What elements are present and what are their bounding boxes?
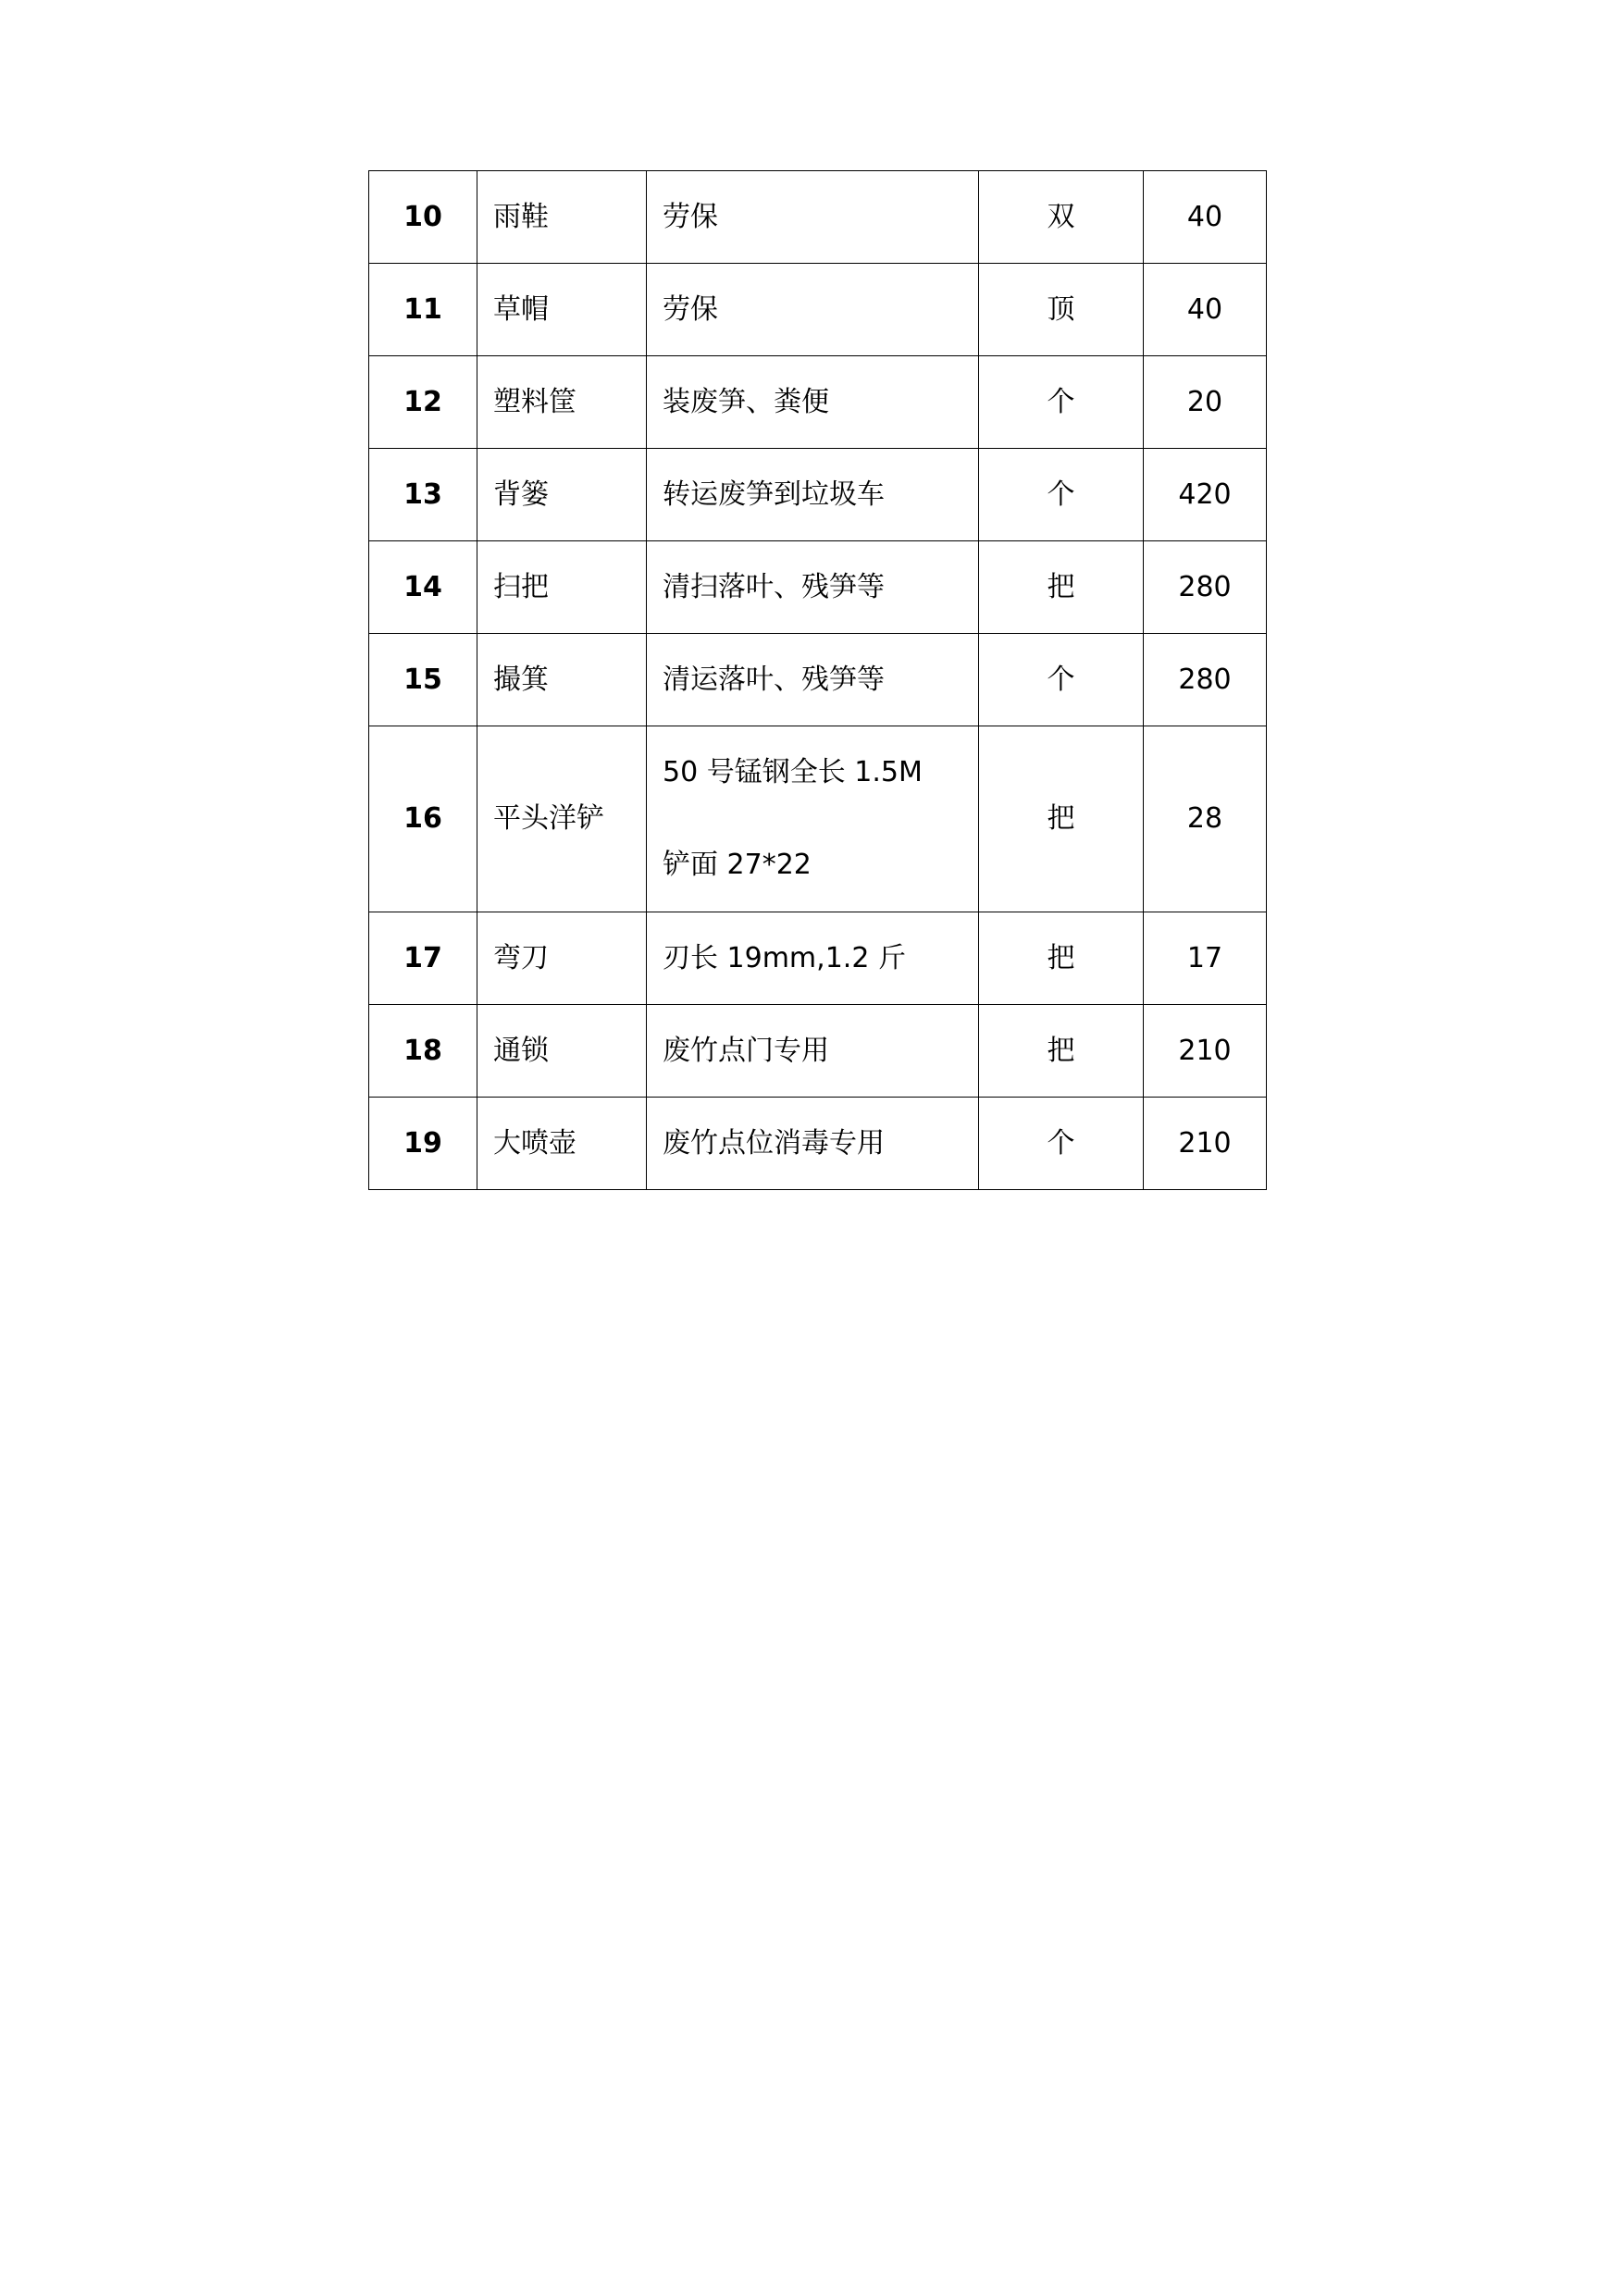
item-purpose-line: 废竹点门专用 bbox=[663, 1034, 829, 1067]
row-number: 15 bbox=[369, 634, 477, 726]
item-quantity: 17 bbox=[1144, 912, 1267, 1005]
item-purpose-line: 废竹点位消毒专用 bbox=[663, 1126, 885, 1160]
item-purpose bbox=[647, 541, 979, 634]
row-number: 10 bbox=[369, 171, 477, 264]
item-name: 通锁 bbox=[477, 1005, 647, 1098]
item-quantity: 210 bbox=[1144, 1005, 1267, 1098]
item-purpose bbox=[647, 264, 979, 356]
item-name: 扫把 bbox=[477, 541, 647, 634]
item-purpose bbox=[647, 1005, 979, 1098]
row-number: 19 bbox=[369, 1098, 477, 1190]
item-quantity: 40 bbox=[1144, 171, 1267, 264]
item-purpose-line: 50 号锰钢全长 1.5M bbox=[663, 756, 923, 788]
item-purpose-line: 劳保 bbox=[663, 292, 718, 326]
item-name: 草帽 bbox=[477, 264, 647, 356]
row-number: 12 bbox=[369, 356, 477, 449]
item-purpose-line: 清运落叶、残笋等 bbox=[663, 663, 885, 696]
item-name: 塑料筐 bbox=[477, 356, 647, 449]
table-row bbox=[369, 1098, 1267, 1190]
item-quantity: 280 bbox=[1144, 634, 1267, 726]
item-name: 背篓 bbox=[477, 449, 647, 541]
item-purpose-line: 铲面 27*22 bbox=[663, 849, 812, 881]
item-unit: 个 bbox=[979, 449, 1144, 541]
item-name: 撮箕 bbox=[477, 634, 647, 726]
item-purpose bbox=[647, 634, 979, 726]
row-number: 11 bbox=[369, 264, 477, 356]
table-row bbox=[369, 356, 1267, 449]
row-number: 17 bbox=[369, 912, 477, 1005]
item-purpose-line: 清扫落叶、残笋等 bbox=[663, 570, 885, 603]
item-unit: 个 bbox=[979, 1098, 1144, 1190]
item-purpose-line: 刃长 19mm,1.2 斤 bbox=[663, 941, 906, 974]
table-row bbox=[369, 171, 1267, 264]
row-number: 13 bbox=[369, 449, 477, 541]
row-number: 14 bbox=[369, 541, 477, 634]
item-name: 大喷壶 bbox=[477, 1098, 647, 1190]
item-quantity: 420 bbox=[1144, 449, 1267, 541]
item-purpose-line: 装废笋、粪便 bbox=[663, 385, 829, 418]
item-purpose bbox=[647, 912, 979, 1005]
item-purpose bbox=[647, 726, 979, 912]
table-row bbox=[369, 726, 1267, 912]
item-unit: 把 bbox=[979, 1005, 1144, 1098]
item-quantity: 28 bbox=[1144, 726, 1267, 912]
item-name: 雨鞋 bbox=[477, 171, 647, 264]
item-name: 平头洋铲 bbox=[477, 726, 647, 912]
item-purpose bbox=[647, 1098, 979, 1190]
item-purpose-line: 劳保 bbox=[663, 200, 718, 233]
item-purpose bbox=[647, 449, 979, 541]
item-unit: 个 bbox=[979, 634, 1144, 726]
table-row bbox=[369, 912, 1267, 1005]
item-quantity: 210 bbox=[1144, 1098, 1267, 1190]
row-number: 18 bbox=[369, 1005, 477, 1098]
item-unit: 双 bbox=[979, 171, 1144, 264]
table-row bbox=[369, 634, 1267, 726]
table-row bbox=[369, 264, 1267, 356]
item-quantity: 40 bbox=[1144, 264, 1267, 356]
table-row bbox=[369, 541, 1267, 634]
item-name: 弯刀 bbox=[477, 912, 647, 1005]
item-purpose-line: 转运废笋到垃圾车 bbox=[663, 478, 885, 511]
item-unit: 顶 bbox=[979, 264, 1144, 356]
supplies-table-body bbox=[369, 171, 1267, 1190]
item-unit: 把 bbox=[979, 726, 1144, 912]
item-unit: 个 bbox=[979, 356, 1144, 449]
row-number: 16 bbox=[369, 726, 477, 912]
item-unit: 把 bbox=[979, 541, 1144, 634]
item-unit: 把 bbox=[979, 912, 1144, 1005]
item-purpose bbox=[647, 356, 979, 449]
item-purpose bbox=[647, 171, 979, 264]
table-row bbox=[369, 449, 1267, 541]
supplies-table bbox=[368, 170, 1267, 1190]
table-row bbox=[369, 1005, 1267, 1098]
item-quantity: 20 bbox=[1144, 356, 1267, 449]
item-quantity: 280 bbox=[1144, 541, 1267, 634]
